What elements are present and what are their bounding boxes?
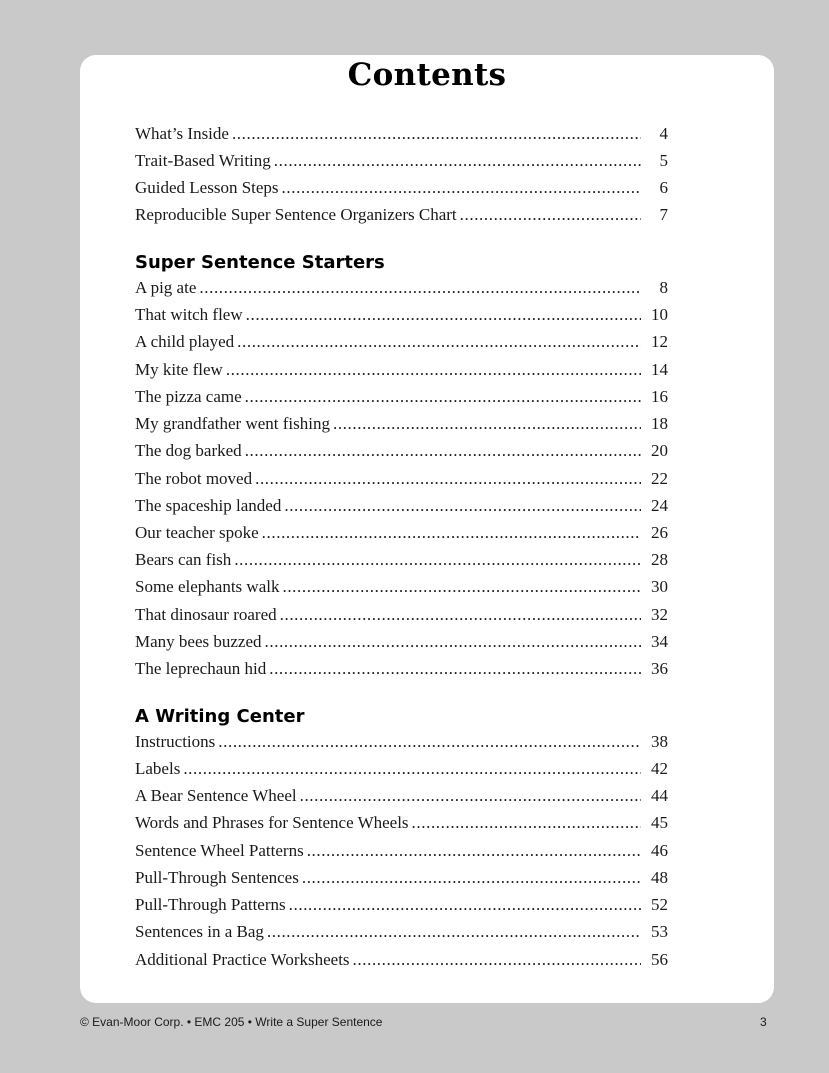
page-title: Contents	[347, 57, 507, 93]
toc-entry-page: 26	[651, 523, 668, 542]
toc-entry[interactable]	[135, 441, 668, 465]
toc-entry[interactable]	[135, 278, 668, 302]
toc-entry-label: Sentence Wheel Patterns	[135, 841, 304, 860]
toc-entry-label: Words and Phrases for Sentence Wheels	[135, 813, 409, 832]
dot-leader	[412, 813, 641, 833]
toc-entry[interactable]	[135, 868, 668, 892]
toc-entry-label: The dog barked	[135, 441, 242, 460]
toc-entry[interactable]	[135, 496, 668, 520]
dot-leader	[284, 496, 641, 516]
toc-entry[interactable]	[135, 387, 668, 411]
toc-entry-label: Many bees buzzed	[135, 632, 262, 651]
dot-leader	[269, 659, 641, 679]
toc-entry-page: 22	[651, 469, 668, 488]
toc-entry[interactable]	[135, 786, 668, 810]
dot-leader	[280, 605, 641, 625]
dot-leader	[262, 523, 641, 543]
toc-entry-page: 36	[651, 659, 668, 678]
toc-entry[interactable]	[135, 659, 668, 683]
toc-entry-page: 4	[659, 124, 668, 143]
dot-leader	[199, 278, 641, 298]
toc-entry-label: Instructions	[135, 732, 216, 751]
toc-entry-label: A child played	[135, 332, 235, 351]
toc-entry[interactable]	[135, 577, 668, 601]
toc-entry[interactable]	[135, 151, 668, 175]
toc-entry[interactable]	[135, 550, 668, 574]
dot-leader	[255, 469, 641, 489]
toc-entry-page: 45	[651, 813, 668, 832]
section-heading-super-sentence-starters: Super Sentence Starters	[135, 252, 385, 273]
toc-entry-label: Additional Practice Worksheets	[135, 950, 350, 969]
dot-leader	[282, 178, 641, 198]
dot-leader	[183, 759, 641, 779]
toc-entry-label: What’s Inside	[135, 124, 229, 143]
dot-leader	[300, 786, 641, 806]
toc-entry-label: Pull-Through Patterns	[135, 895, 286, 914]
toc-entry-label: Guided Lesson Steps	[135, 178, 279, 197]
dot-leader	[267, 922, 641, 942]
toc-entry-label: My kite flew	[135, 360, 223, 379]
toc-entry[interactable]	[135, 732, 668, 756]
dot-leader	[226, 360, 641, 380]
toc-entry-label: Sentences in a Bag	[135, 922, 264, 941]
toc-entry[interactable]	[135, 605, 668, 629]
dot-leader	[307, 841, 641, 861]
toc-entry-label: Labels	[135, 759, 181, 778]
toc-entry[interactable]	[135, 205, 668, 229]
toc-entry-page: 56	[651, 950, 668, 969]
dot-leader	[246, 305, 641, 325]
toc-entry-page: 32	[651, 605, 668, 624]
toc-entry-label: The pizza came	[135, 387, 242, 406]
toc-entry[interactable]	[135, 305, 668, 329]
dot-leader	[460, 205, 641, 225]
toc-entry-label: That witch flew	[135, 305, 243, 324]
footer-page-number: 3	[760, 1015, 767, 1029]
toc-entry-label: Trait-Based Writing	[135, 151, 271, 170]
toc-entry-page: 53	[651, 922, 668, 941]
toc-entry[interactable]	[135, 895, 668, 919]
toc-entry[interactable]	[135, 414, 668, 438]
dot-leader	[289, 895, 641, 915]
toc-entry-page: 16	[651, 387, 668, 406]
toc-entry-page: 52	[651, 895, 668, 914]
dot-leader	[245, 387, 641, 407]
toc-entry-label: My grandfather went fishing	[135, 414, 330, 433]
toc-entry[interactable]	[135, 469, 668, 493]
toc-entry[interactable]	[135, 759, 668, 783]
dot-leader	[302, 868, 641, 888]
toc-entry-page: 5	[659, 151, 668, 170]
dot-leader	[333, 414, 641, 434]
toc-entry-page: 34	[651, 632, 668, 651]
dot-leader	[237, 332, 641, 352]
toc-entry-page: 20	[651, 441, 668, 460]
toc-entry-label: Pull-Through Sentences	[135, 868, 299, 887]
footer-copyright: © Evan-Moor Corp. • EMC 205 • Write a Super Sentence	[80, 1015, 383, 1029]
toc-entry-label: Our teacher spoke	[135, 523, 259, 542]
toc-entry-page: 46	[651, 841, 668, 860]
toc-entry-page: 7	[659, 205, 668, 224]
toc-entry-page: 10	[651, 305, 668, 324]
dot-leader	[265, 632, 641, 652]
dot-leader	[232, 124, 641, 144]
toc-entry-label: That dinosaur roared	[135, 605, 277, 624]
toc-entry[interactable]	[135, 523, 668, 547]
toc-entry[interactable]	[135, 124, 668, 148]
toc-entry-label: Reproducible Super Sentence Organizers Chart	[135, 205, 457, 224]
dot-leader	[234, 550, 641, 570]
toc-entry-label: A Bear Sentence Wheel	[135, 786, 297, 805]
toc-entry[interactable]	[135, 813, 668, 837]
toc-entry-label: The leprechaun hid	[135, 659, 267, 678]
toc-entry-label: Some elephants walk	[135, 577, 280, 596]
toc-entry[interactable]	[135, 332, 668, 356]
toc-entry-page: 14	[651, 360, 668, 379]
section-heading-a-writing-center: A Writing Center	[135, 706, 305, 727]
toc-entry-page: 6	[659, 178, 668, 197]
toc-entry-page: 18	[651, 414, 668, 433]
toc-entry-label: Bears can fish	[135, 550, 232, 569]
toc-entry-page: 24	[651, 496, 668, 515]
toc-entry-label: The spaceship landed	[135, 496, 282, 515]
toc-entry-label: A pig ate	[135, 278, 197, 297]
toc-entry[interactable]	[135, 360, 668, 384]
toc-entry-page: 8	[659, 278, 668, 297]
toc-entry-page: 44	[651, 786, 668, 805]
dot-leader	[218, 732, 641, 752]
toc-entry[interactable]	[135, 922, 668, 946]
toc-entry-page: 12	[651, 332, 668, 351]
contents-page	[80, 55, 774, 1003]
dot-leader	[353, 950, 641, 970]
toc-entry[interactable]	[135, 950, 668, 974]
toc-entry[interactable]	[135, 178, 668, 202]
toc-entry[interactable]	[135, 632, 668, 656]
toc-entry[interactable]	[135, 841, 668, 865]
toc-entry-page: 28	[651, 550, 668, 569]
dot-leader	[245, 441, 641, 461]
toc-entry-page: 42	[651, 759, 668, 778]
toc-entry-label: The robot moved	[135, 469, 253, 488]
toc-entry-page: 30	[651, 577, 668, 596]
dot-leader	[274, 151, 641, 171]
toc-entry-page: 38	[651, 732, 668, 751]
toc-entry-page: 48	[651, 868, 668, 887]
dot-leader	[282, 577, 641, 597]
